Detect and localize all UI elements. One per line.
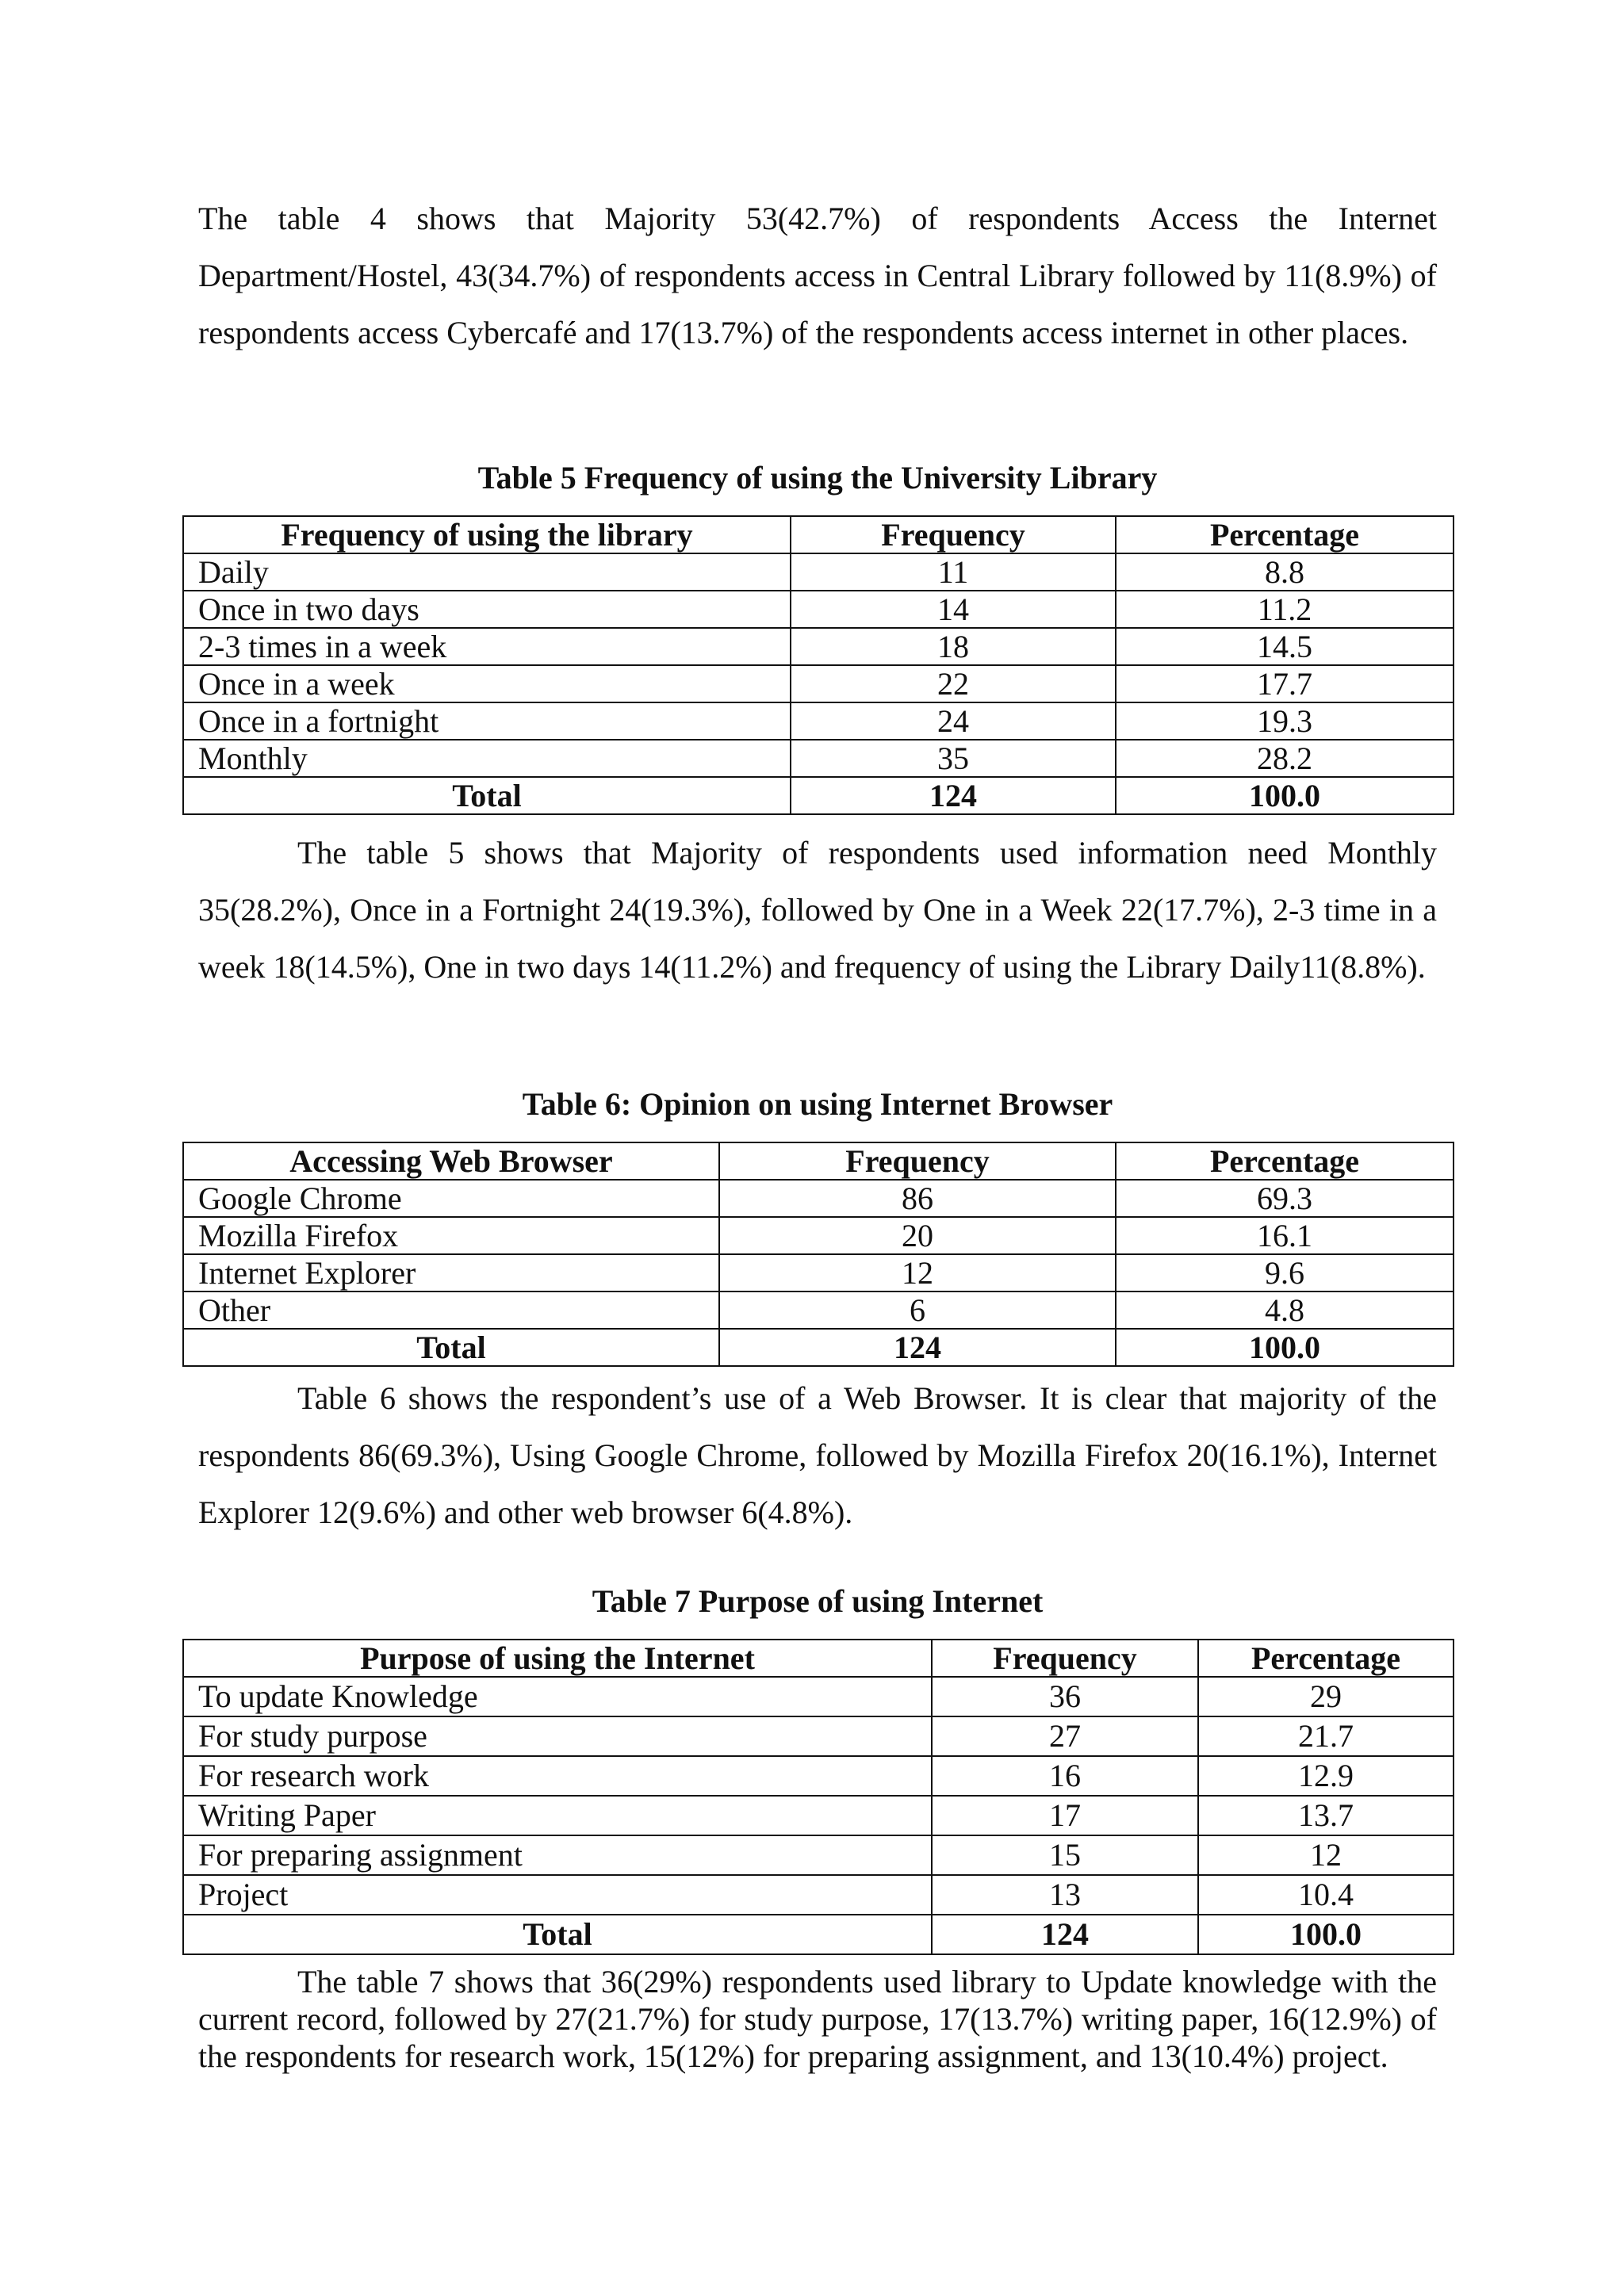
frequency-cell: 16	[932, 1756, 1198, 1796]
percentage-cell: 4.8	[1116, 1292, 1454, 1329]
table5-header-row	[183, 516, 1454, 553]
table7-header-category: Purpose of using the Internet	[183, 1640, 932, 1677]
percentage-cell: 69.3	[1116, 1180, 1454, 1217]
row-label: Google Chrome	[183, 1180, 719, 1217]
row-label: Daily	[183, 553, 791, 591]
frequency-cell: 12	[719, 1254, 1116, 1292]
percentage-cell: 12.9	[1198, 1756, 1454, 1796]
frequency-cell: 11	[791, 553, 1116, 591]
table-row	[183, 1716, 1454, 1756]
total-frequency: 124	[791, 777, 1116, 814]
percentage-cell: 16.1	[1116, 1217, 1454, 1254]
row-label: Mozilla Firefox	[183, 1217, 719, 1254]
table-row	[183, 1180, 1454, 1217]
table5-header-percentage: Percentage	[1116, 516, 1454, 553]
percentage-cell: 19.3	[1116, 702, 1454, 740]
total-label: Total	[183, 1915, 932, 1954]
table7-header-percentage: Percentage	[1198, 1640, 1454, 1677]
frequency-cell: 13	[932, 1875, 1198, 1915]
percentage-cell: 10.4	[1198, 1875, 1454, 1915]
percentage-cell: 21.7	[1198, 1716, 1454, 1756]
table-row	[183, 665, 1454, 702]
table6	[182, 1142, 1454, 1367]
table-row	[183, 1875, 1454, 1915]
row-label: Monthly	[183, 740, 791, 777]
table-row	[183, 740, 1454, 777]
frequency-cell: 36	[932, 1677, 1198, 1716]
row-label: Once in two days	[183, 591, 791, 628]
frequency-cell: 22	[791, 665, 1116, 702]
table5-paragraph: The table 5 shows that Majority of respondents used information need Monthly 35(28.2%), Once in a Fortnight 24(19.3%), followed by One in a Week 22(17.7%), 2-3 time in a week 18(14.5%), One in two days 14(11.2%) and frequency of using the Library Daily11(8.8%).	[198, 835, 1437, 985]
table6-header-row	[183, 1142, 1454, 1180]
table5-caption: Table 5 Frequency of using the University Library	[477, 460, 1158, 496]
percentage-cell: 29	[1198, 1677, 1454, 1716]
total-percentage: 100.0	[1116, 777, 1454, 814]
frequency-cell: 14	[791, 591, 1116, 628]
row-label: For research work	[183, 1756, 932, 1796]
table-row	[183, 1217, 1454, 1254]
table-row	[183, 702, 1454, 740]
frequency-cell: 18	[791, 628, 1116, 665]
frequency-cell: 17	[932, 1796, 1198, 1835]
frequency-cell: 6	[719, 1292, 1116, 1329]
table6-caption: Table 6: Opinion on using Internet Browser	[522, 1086, 1113, 1122]
total-percentage: 100.0	[1116, 1329, 1454, 1366]
row-label: Once in a fortnight	[183, 702, 791, 740]
percentage-cell: 14.5	[1116, 628, 1454, 665]
table7	[182, 1639, 1454, 1955]
table-row	[183, 1756, 1454, 1796]
row-label: For study purpose	[183, 1716, 932, 1756]
table-row	[183, 591, 1454, 628]
table-row	[183, 1835, 1454, 1875]
frequency-cell: 35	[791, 740, 1116, 777]
row-label: Other	[183, 1292, 719, 1329]
total-frequency: 124	[932, 1915, 1198, 1954]
row-label: For preparing assignment	[183, 1835, 932, 1875]
total-percentage: 100.0	[1198, 1915, 1454, 1954]
percentage-cell: 11.2	[1116, 591, 1454, 628]
row-label: Writing Paper	[183, 1796, 932, 1835]
percentage-cell: 9.6	[1116, 1254, 1454, 1292]
table6-paragraph: Table 6 shows the respondent’s use of a Web Browser. It is clear that majority of the respondents 86(69.3%), Using Google Chrome, followed by Mozilla Firefox 20(16.1%), Internet Explorer 12(9.6%) and other web browser 6(4.8%).	[198, 1380, 1437, 1530]
table5	[182, 515, 1454, 815]
percentage-cell: 8.8	[1116, 553, 1454, 591]
row-label: To update Knowledge	[183, 1677, 932, 1716]
percentage-cell: 13.7	[1198, 1796, 1454, 1835]
table7-header-frequency: Frequency	[932, 1640, 1198, 1677]
percentage-cell: 28.2	[1116, 740, 1454, 777]
frequency-cell: 24	[791, 702, 1116, 740]
percentage-cell: 17.7	[1116, 665, 1454, 702]
table-total-row	[183, 1329, 1454, 1366]
table6-header-percentage: Percentage	[1116, 1142, 1454, 1180]
table-total-row	[183, 777, 1454, 814]
table-row	[183, 553, 1454, 591]
percentage-cell: 12	[1198, 1835, 1454, 1875]
total-frequency: 124	[719, 1329, 1116, 1366]
row-label: Once in a week	[183, 665, 791, 702]
table5-header-category: Frequency of using the library	[183, 516, 791, 553]
frequency-cell: 20	[719, 1217, 1116, 1254]
table7-caption: Table 7 Purpose of using Internet	[592, 1583, 1044, 1619]
row-label: Project	[183, 1875, 932, 1915]
table7-header-row	[183, 1640, 1454, 1677]
total-label: Total	[183, 1329, 719, 1366]
table6-header-category: Accessing Web Browser	[183, 1142, 719, 1180]
table7-paragraph: The table 7 shows that 36(29%) respondents used library to Update knowledge with the current record, followed by 27(21.7%) for study purpose, 17(13.7%) writing paper, 16(12.9%) of the respondents for research work, 15(12%) for preparing assignment, and 13(10.4%) project.	[198, 1964, 1437, 2074]
table-row	[183, 1292, 1454, 1329]
frequency-cell: 27	[932, 1716, 1198, 1756]
frequency-cell: 86	[719, 1180, 1116, 1217]
table-row	[183, 1254, 1454, 1292]
table-row	[183, 1796, 1454, 1835]
row-label: 2-3 times in a week	[183, 628, 791, 665]
table-row	[183, 1677, 1454, 1716]
table6-header-frequency: Frequency	[719, 1142, 1116, 1180]
row-label: Internet Explorer	[183, 1254, 719, 1292]
intro-paragraph: The table 4 shows that Majority 53(42.7%) of respondents Access the Internet Department/Hostel, 43(34.7%) of respondents access in Central Library followed by 11(8.9%) of respondents access Cybercafé and 17(13.7%) of the respondents access internet in other places.	[198, 201, 1437, 350]
total-label: Total	[183, 777, 791, 814]
table-row	[183, 628, 1454, 665]
table5-header-frequency: Frequency	[791, 516, 1116, 553]
table-total-row	[183, 1915, 1454, 1954]
frequency-cell: 15	[932, 1835, 1198, 1875]
